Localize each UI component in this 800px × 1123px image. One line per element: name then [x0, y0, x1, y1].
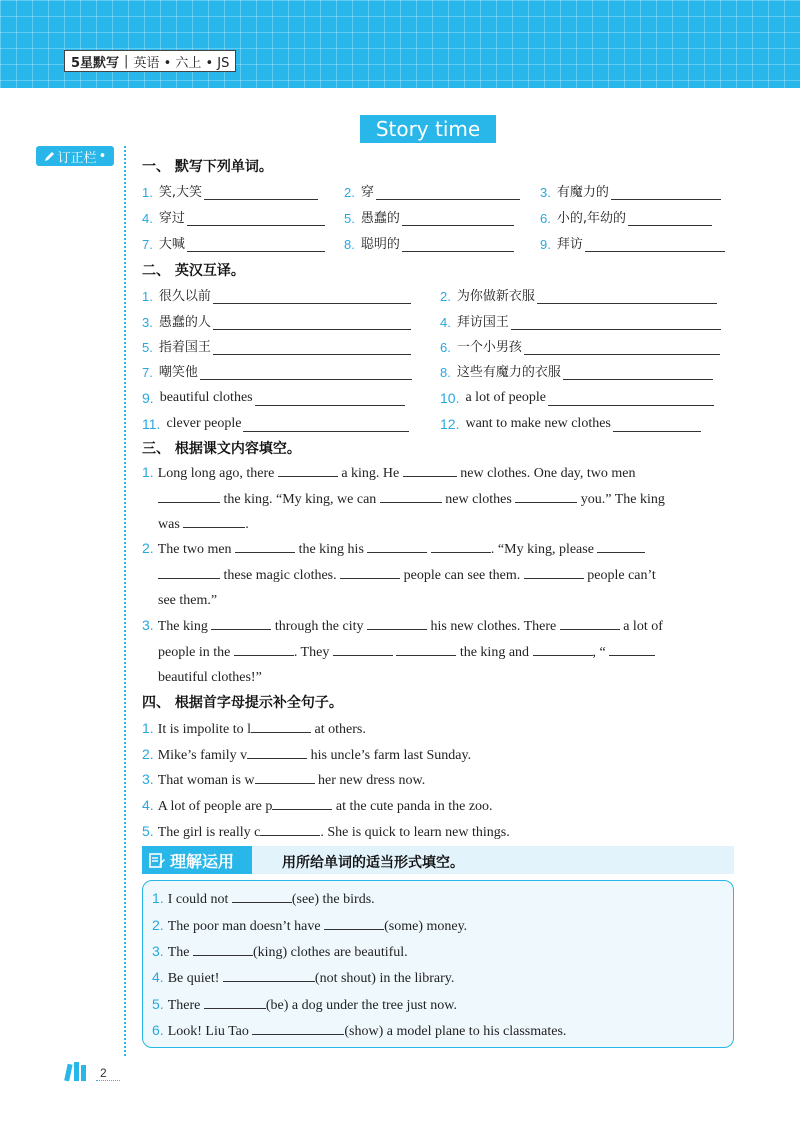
apply-text-a: The — [167, 945, 190, 960]
brand-subject: 英语 • 六上 • JS — [133, 55, 230, 71]
p2-text-e: people can see them. — [403, 567, 521, 583]
s2-text-8: 这些有魔力的衣服 — [456, 365, 561, 380]
apply-text-a: Look! Liu Tao — [167, 1024, 249, 1039]
correction-divider — [124, 146, 126, 1056]
answer-blank[interactable] — [524, 564, 584, 579]
s2-text-12: want to make new clothes — [465, 416, 611, 431]
s1-text-6: 小的,年幼的 — [556, 211, 626, 226]
answer-blank[interactable] — [158, 564, 220, 579]
apply-text-a: Be quiet! — [167, 971, 220, 986]
s1-num-7: 7. — [142, 237, 153, 252]
s2-item-2 — [440, 284, 717, 304]
s1-num-9: 9. — [540, 237, 551, 252]
s1-text-8: 聪明的 — [360, 237, 400, 252]
s1-item-5 — [344, 206, 514, 226]
answer-blank[interactable] — [187, 211, 325, 226]
answer-blank[interactable] — [548, 391, 714, 406]
apply-text-b: (king) clothes are beautiful. — [252, 945, 408, 960]
s4-num-3: 3. — [142, 771, 154, 787]
answer-blank[interactable] — [232, 888, 292, 903]
s2-text-3: 愚蠢的人 — [158, 315, 211, 330]
s4-item-1 — [142, 718, 366, 738]
answer-blank[interactable] — [193, 941, 253, 956]
s4-text-b: his uncle’s farm last Sunday. — [310, 748, 472, 763]
p3-text-f: . They — [293, 644, 330, 660]
apply-text-b: (see) the birds. — [291, 892, 375, 907]
apply-num-4: 4. — [152, 969, 164, 985]
answer-blank[interactable] — [278, 462, 338, 477]
apply-item-1 — [152, 888, 375, 908]
s4-text-a: It is impolite to l — [157, 722, 252, 737]
answer-blank[interactable] — [533, 641, 593, 656]
answer-blank[interactable] — [187, 237, 325, 252]
p2-text-g: see them.” — [158, 593, 218, 608]
s2-text-1: 很久以前 — [158, 289, 211, 304]
s4-num-2: 2. — [142, 746, 154, 762]
section4-heading: 四、 根据首字母提示补全句子。 — [142, 695, 343, 711]
s1-item-3 — [540, 180, 721, 200]
p1-text-d: the king. “My king, we can — [223, 491, 377, 507]
answer-blank[interactable] — [255, 769, 315, 784]
apply-text-a: I could not — [167, 892, 229, 907]
p3-text-b: through the city — [274, 619, 364, 634]
answer-blank[interactable] — [402, 237, 514, 252]
answer-blank[interactable] — [396, 641, 456, 656]
answer-blank[interactable] — [324, 915, 384, 930]
s1-text-4: 穿过 — [158, 211, 185, 226]
p1-text-c: new clothes. One day, two men — [460, 466, 636, 481]
s1-item-4 — [142, 206, 325, 226]
section2-heading: 二、 英汉互译。 — [142, 263, 245, 279]
answer-blank[interactable] — [628, 211, 712, 226]
section1-heading: 一、 默写下列单词。 — [142, 159, 273, 175]
s2-num-3: 3. — [142, 315, 153, 330]
answer-blank[interactable] — [367, 615, 427, 630]
s2-num-11: 11. — [142, 416, 161, 432]
answer-blank[interactable] — [247, 744, 307, 759]
s2-item-1 — [142, 284, 411, 304]
s1-num-3: 3. — [540, 185, 551, 200]
page-title: Story time — [360, 115, 496, 143]
p1-text-g: was — [158, 517, 180, 532]
s4-item-2 — [142, 744, 471, 764]
answer-blank[interactable] — [223, 967, 315, 982]
s2-text-9: beautiful clothes — [159, 390, 253, 405]
apply-item-6 — [152, 1020, 566, 1040]
s1-text-9: 拜访 — [556, 237, 583, 252]
answer-blank[interactable] — [204, 994, 266, 1009]
s2-text-2: 为你做新衣服 — [456, 289, 535, 304]
s1-num-1: 1. — [142, 185, 153, 200]
s2-num-7: 7. — [142, 365, 153, 380]
answer-blank[interactable] — [251, 718, 311, 733]
p3-text-g: the king and — [459, 644, 530, 660]
s1-num-5: 5. — [344, 211, 355, 226]
s1-text-5: 愚蠢的 — [360, 211, 400, 226]
s2-item-5 — [142, 335, 411, 355]
s2-text-6: 一个小男孩 — [456, 340, 522, 355]
answer-blank[interactable] — [213, 315, 411, 330]
answer-blank[interactable] — [211, 615, 271, 630]
answer-blank[interactable] — [511, 315, 721, 330]
s2-num-1: 1. — [142, 289, 153, 304]
brand-label — [64, 50, 236, 72]
apply-text-b: (not shout) in the library. — [314, 971, 455, 986]
correction-label-text: 订正栏 — [57, 150, 97, 166]
apply-num-2: 2. — [152, 917, 164, 933]
p3-text-d: a lot of — [623, 619, 663, 634]
apply-instruction: 用所给单词的适当形式填空。 — [282, 855, 464, 871]
answer-blank[interactable] — [380, 488, 442, 503]
s2-num-12: 12. — [440, 416, 460, 432]
s2-item-10 — [440, 386, 714, 406]
s4-item-3 — [142, 769, 425, 789]
answer-blank[interactable] — [563, 365, 713, 380]
answer-blank[interactable] — [340, 564, 400, 579]
s2-item-3 — [142, 310, 411, 330]
s2-num-9: 9. — [142, 390, 154, 406]
s4-text-a: Mike’s family v — [157, 748, 248, 763]
s4-num-4: 4. — [142, 797, 154, 813]
apply-item-4 — [152, 967, 454, 987]
p2-text-d: these magic clothes. — [223, 567, 337, 583]
s3-paragraph-2 — [142, 536, 734, 614]
answer-blank[interactable] — [204, 185, 318, 200]
answer-blank[interactable] — [560, 615, 620, 630]
s2-item-8 — [440, 360, 713, 380]
p1-text-h: . — [245, 517, 249, 532]
p2-text-f: people can’t — [587, 567, 656, 583]
answer-blank[interactable] — [200, 365, 412, 380]
notebook-pencil-icon — [148, 851, 166, 869]
s2-num-8: 8. — [440, 365, 451, 380]
s1-text-3: 有魔力的 — [556, 185, 609, 200]
s4-text-a: That woman is w — [157, 773, 255, 788]
s2-item-6 — [440, 335, 720, 355]
p3-text-c: his new clothes. There — [430, 619, 557, 634]
answer-blank[interactable] — [613, 417, 701, 432]
s2-item-12 — [440, 412, 701, 432]
apply-num-5: 5. — [152, 996, 164, 1012]
apply-num-1: 1. — [152, 890, 164, 906]
p2-text-c: . “My king, please — [490, 542, 594, 557]
apply-item-5 — [152, 994, 457, 1014]
answer-blank[interactable] — [403, 462, 457, 477]
brand-separator: | — [124, 53, 129, 69]
dot-icon: • — [98, 148, 107, 164]
apply-text-b: (be) a dog under the tree just now. — [265, 998, 457, 1013]
apply-text-a: There — [167, 998, 201, 1013]
s1-item-2 — [344, 180, 520, 200]
header-banner — [0, 0, 800, 88]
p1-text-e: new clothes — [445, 491, 512, 507]
s4-text-b: . She is quick to learn new things. — [320, 825, 510, 840]
s1-item-7 — [142, 232, 325, 252]
answer-blank[interactable] — [524, 340, 720, 355]
p2-text-a: The two men — [157, 542, 232, 557]
answer-blank[interactable] — [252, 1020, 344, 1035]
apply-num-6: 6. — [152, 1022, 164, 1038]
p3-text-a: The king — [157, 619, 208, 634]
p1-text-a: Long long ago, there — [157, 466, 275, 481]
apply-text-b: (some) money. — [384, 919, 468, 934]
s2-num-5: 5. — [142, 340, 153, 355]
s1-item-8 — [344, 232, 514, 252]
s2-item-7 — [142, 360, 412, 380]
s3-num-2: 2. — [142, 540, 154, 556]
p3-text-e: people in the — [158, 644, 231, 660]
s2-text-5: 指着国王 — [158, 340, 211, 355]
s1-item-9 — [540, 232, 725, 252]
answer-blank[interactable] — [272, 795, 332, 810]
s3-paragraph-3 — [142, 613, 734, 691]
s1-text-2: 穿 — [360, 185, 374, 200]
s1-num-8: 8. — [344, 237, 355, 252]
s4-num-5: 5. — [142, 823, 154, 839]
answer-blank[interactable] — [537, 289, 717, 304]
p1-text-f: you.” The king — [580, 491, 665, 507]
s2-text-4: 拜访国王 — [456, 315, 509, 330]
correction-column-label — [36, 146, 114, 166]
answer-blank[interactable] — [367, 538, 427, 553]
s2-item-9 — [142, 386, 405, 406]
s4-text-b: her new dress now. — [318, 773, 426, 788]
s1-num-6: 6. — [540, 211, 551, 226]
p3-text-i: beautiful clothes!” — [158, 670, 262, 685]
pencil-icon — [44, 150, 56, 162]
apply-item-2 — [152, 915, 467, 935]
s1-item-6 — [540, 206, 712, 226]
answer-blank[interactable] — [515, 488, 577, 503]
s3-num-1: 1. — [142, 464, 154, 480]
s1-num-2: 2. — [344, 185, 355, 200]
answer-blank[interactable] — [234, 641, 294, 656]
s2-num-2: 2. — [440, 289, 451, 304]
answer-blank[interactable] — [213, 289, 411, 304]
s1-text-7: 大喊 — [158, 237, 185, 252]
apply-text-a: The poor man doesn’t have — [167, 919, 321, 934]
s2-text-11: clever people — [166, 416, 242, 431]
s2-num-10: 10. — [440, 390, 460, 406]
apply-tag — [142, 846, 252, 874]
s1-item-1 — [142, 180, 318, 200]
brand-name: 5星默写 — [71, 55, 120, 71]
s1-num-4: 4. — [142, 211, 153, 226]
answer-blank[interactable] — [183, 513, 245, 528]
footer-dotted-line — [96, 1080, 120, 1081]
p3-text-h: , “ — [592, 644, 606, 660]
answer-blank[interactable] — [333, 641, 393, 656]
s2-text-7: 嘲笑他 — [158, 365, 198, 380]
answer-blank[interactable] — [376, 185, 520, 200]
apply-num-3: 3. — [152, 943, 164, 959]
s2-item-11 — [142, 412, 409, 432]
answer-blank[interactable] — [609, 641, 655, 656]
apply-tag-text: 理解运用 — [170, 851, 235, 871]
page-number: 2 — [100, 1066, 107, 1080]
p1-text-b: a king. He — [341, 466, 400, 481]
s2-num-6: 6. — [440, 340, 451, 355]
answer-blank[interactable] — [402, 211, 514, 226]
section3-heading: 三、 根据课文内容填空。 — [142, 441, 301, 457]
answer-blank[interactable] — [213, 340, 411, 355]
answer-blank[interactable] — [431, 538, 491, 553]
s2-item-4 — [440, 310, 721, 330]
answer-blank[interactable] — [255, 391, 405, 406]
s3-paragraph-1 — [142, 460, 734, 538]
books-icon — [64, 1060, 94, 1082]
s3-num-3: 3. — [142, 617, 154, 633]
answer-blank[interactable] — [585, 237, 725, 252]
answer-blank[interactable] — [597, 538, 645, 553]
answer-blank[interactable] — [243, 417, 409, 432]
s4-num-1: 1. — [142, 720, 154, 736]
answer-blank[interactable] — [158, 488, 220, 503]
s4-text-a: A lot of people are p — [157, 799, 273, 814]
answer-blank[interactable] — [260, 821, 320, 836]
s4-item-4 — [142, 795, 493, 815]
s4-text-b: at others. — [314, 722, 366, 737]
s4-item-5 — [142, 821, 510, 841]
s4-text-b: at the cute panda in the zoo. — [335, 799, 493, 814]
answer-blank[interactable] — [611, 185, 721, 200]
apply-text-b: (show) a model plane to his classmates. — [344, 1024, 567, 1039]
s4-text-a: The girl is really c — [157, 825, 261, 840]
s2-num-4: 4. — [440, 315, 451, 330]
s2-text-10: a lot of people — [465, 390, 546, 405]
apply-item-3 — [152, 941, 408, 961]
p2-text-b: the king his — [298, 542, 364, 557]
answer-blank[interactable] — [235, 538, 295, 553]
s1-text-1: 笑,大笑 — [158, 185, 202, 200]
